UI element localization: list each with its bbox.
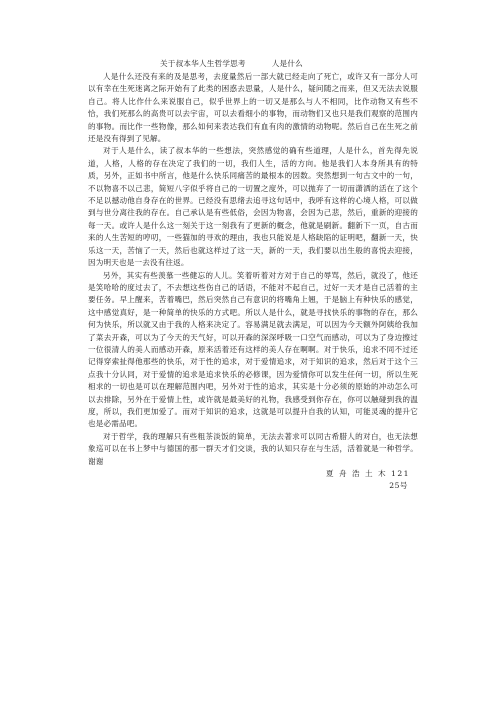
author-signature: 夏 舟 浩 土 木 121: [325, 469, 410, 478]
document-page: [88, 58, 418, 493]
document-title: [88, 58, 418, 69]
paragraph-1: 人是什么还没有来的及是思考，去度量然后一部大就已经走向了死亡，或许又有一部分人可以有幸在生死迷离之际开始有了此类的困惑去思量，人是什么，疑问随之而来，但又无法去说服自己。将人比作什么来说服自己，似乎世界上的一切又是那么与人不相同，比作动物又有些不恰，我们死那么的高贵可以去宇宙，可以去看细小的事物，而动物们又也只是我们观察的范围内的事物。而比作一些物像，那么如何来表达我们有血有肉的激情的动物呢。然后自己在生死之前还是没有得到了见解。: [88, 72, 418, 144]
paragraph-2: 对于人是什么，读了叔本华的一些想法，突然感觉的确有些道理，人是什么，首先得先说道，人格，人格的存在决定了我们的一切，我们人生，活的方向。他是我们人本身所具有的特质，另外，正如书中所言，他是什么快乐同痛苦的最根本的因数。突然想到一句古文中的一句，不以物喜不以己悲，简短八字似乎将自己的一切置之度外，可以抛弃了一切而潇洒的活在了这个不足以撼动他自身存在的世界。已经没有思绪去追寻这句话中，我呼有这样的心境人格，可以做到与世分离往我的存在。自己承认是有些低俗，会因为物喜，会因为己悲，然后，重新的迎接的每一天。或许人是什么这一刻关于这一刻我有了更新的概念，他就是刷新。翻新下一页，自古而来的人生苦短的哼叨，一些猫加的寻欢的理由，我也只能说是人格缺陷的证明吧，翻新一天，快乐这一天，苦恼了一天，然后也就这样过了这一天，新的一天，我们要以出生般的喜悦去迎接，因为明天也是一去没有往返。: [88, 146, 418, 268]
subtitle-text: 人是什么: [271, 59, 303, 68]
paragraph-3: 另外，其实有些羡慕一些健忘的人儿。笑着听着对方对于自己的辱骂，然后，就没了，他还是笑哈哈的度过去了，不去想这些伤自己的话语，不能对不起自己，过好一天才是自己活着的主要任务。早上醒来，苦着嘴巴，然后突然自己有意识的将嘴角上翘，于是脑上有种快乐的感觉，这中感觉真好，是一种简单的快乐的方式吧。所以人是什么，就是寻找快乐的事物的存在，那么何为快乐，所以就又由于我的人格来决定了。容易满足就去满足，可以因为今天额外阿姨给我加了菜去开森，可以为了今天的天气好，可以开森的深深呼吸一口空气而感动，可以为了身边擦过一位很清人的美人而感动开森，原来活着还有这样的美人存在啊啊。对于快乐，追求不同不过还记得穿索扯得他那些的快乐，对于性的追求，对于爱情追求，对于知识的追求，然后对于这个三点我十分认同，对于爱情的追求是追求快乐的必修课，因为爱情你可以发生任何一切，所以生死相求的一切也是可以在理解范围内吧，另外对于性的追求，其实是十分必须的原始的冲动怎么可以去排除，另外在于爱情上性，或许就是最美好的礼物，我感受到你存在，你可以触碰到我的温度，所以，我们更加爱了。而对于知识的追求，这就是可以提升自我的认知，可能灵魂的提升它也是必需品吧。: [88, 270, 418, 429]
paragraph-4: 对于哲学，我的理解只有些粗茶淡饭的简单，无法去著求可以同古希腊人的对白，也无法想象巡可以在书上梦中与德国的那一群天才们交谈，我的认知只存在与生活，活着就是一种哲学。谢谢: [88, 431, 418, 466]
signature-block: [88, 468, 418, 493]
student-number: 25号: [389, 481, 408, 491]
title-text: 关于叔本华人生哲学思考: [160, 59, 246, 68]
